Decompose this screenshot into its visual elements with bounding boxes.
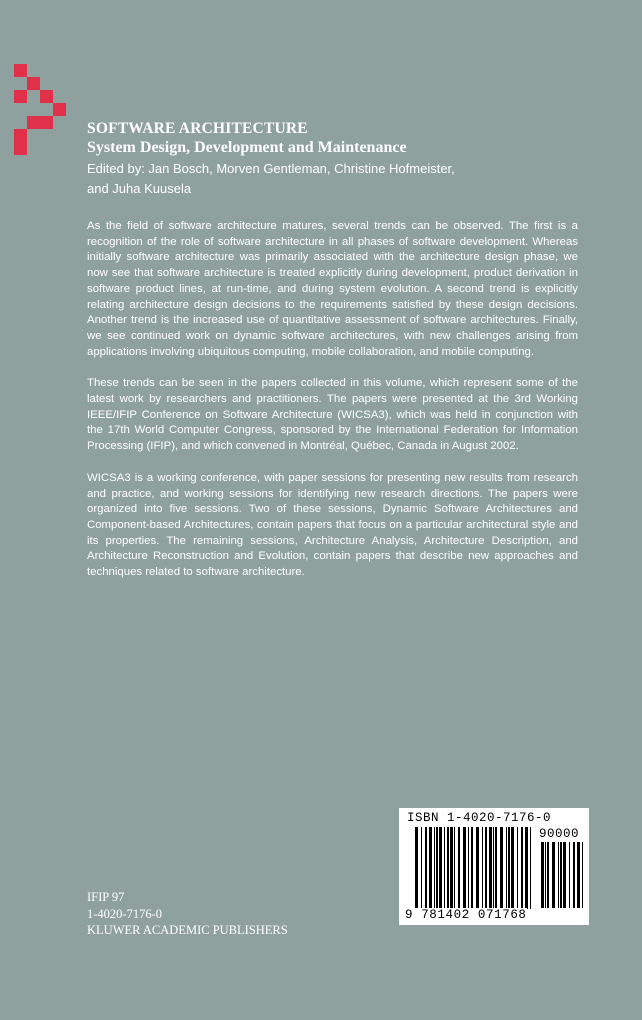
barcode-bar — [521, 827, 523, 909]
ean-number: 9 781402 071768 — [405, 908, 527, 922]
barcode-bar — [463, 827, 466, 909]
barcode-bar — [425, 827, 427, 909]
barcode-bar — [573, 842, 575, 908]
barcode-bar — [454, 827, 455, 909]
barcode-bar — [552, 842, 555, 908]
barcode-bar — [547, 842, 549, 908]
book-title: SOFTWARE ARCHITECTURE — [87, 120, 308, 137]
barcode-bar — [476, 827, 479, 909]
barcode-bar — [429, 827, 432, 909]
blurb-text — [87, 219, 578, 597]
isbn-barcode — [399, 808, 589, 925]
barcode-bar — [489, 827, 492, 909]
blurb-paragraph: WICSA3 is a working conference, with paper sessions for presenting new results from research and practice, and working sessions for identifying new research directions. The papers were organized into five sessions. Two of these sessions, Dynamic Software Architectures and Component-based Architectures, contain papers that focus on a particular architectural style and its properties. The remaining sessions, Architecture Analysis, Architecture Description, and Architecture Reconstruction and Evolution, contain papers that describe new approaches and techniques related to software architecture. — [87, 471, 578, 579]
barcode-bar — [434, 827, 435, 909]
barcode-bar — [577, 842, 580, 908]
barcode-bar — [436, 827, 438, 909]
isbn-label: ISBN 1-4020-7176-0 — [407, 811, 552, 825]
series-number: IFIP 97 — [87, 890, 125, 904]
book-subtitle: System Design, Development and Maintenance — [87, 139, 407, 156]
barcode-bar — [525, 827, 528, 909]
barcode-bar — [421, 827, 422, 909]
barcode-bar — [508, 827, 510, 909]
blurb-paragraph: These trends can be seen in the papers collected in this volume, which represent some of the latest work by researchers and practitioners. The papers were presented at the 3rd Working IEEE/IFIP Conference on Software Architecture (WICSA3), which was held in conjunction with the 17th World Computer Congress, sponsored by the International Federation for Information Processing (IFIP), and which convened in Montréal, Québec, Canada in August 2002. — [87, 377, 578, 453]
barcode-bar — [482, 827, 483, 909]
blurb-paragraph: As the field of software architecture matures, several trends can be observed. The first is a recognition of the role of software architecture in all phases of software development. Whereas initially software architecture was primarily associated with the architecture design phase, we now see that software architecture is treated explicitly during development, product derivation in software product lines, at run-time, and during system evolution. A second trend is explicitly relating architecture design decisions to the requirements satisfied by these design decisions. Another trend is the increased use of quantitative assessment of software architectures. Finally, we see continued work on dynamic software architectures, with new challenges arising from applications involving ubiquitous computing, mobile collaboration, and mobile computing. — [87, 220, 578, 358]
barcode-bars-addon — [541, 842, 585, 908]
editors-line-1: Edited by: Jan Bosch, Morven Gentleman, Christine Hofmeister, — [87, 161, 455, 176]
barcode-bar — [439, 827, 442, 909]
barcode-bar — [558, 842, 559, 908]
barcode-bar — [485, 827, 487, 909]
barcode-bar — [569, 842, 570, 908]
barcode-bar — [495, 827, 497, 909]
barcode-bar — [450, 827, 453, 909]
barcode-bar — [506, 827, 507, 909]
barcode-bar — [541, 842, 544, 908]
barcode-bar — [458, 827, 460, 909]
barcode-bar — [493, 827, 494, 909]
publisher-logo — [14, 64, 66, 158]
barcode-bar — [582, 842, 583, 908]
barcode-bar — [447, 827, 449, 909]
barcode-bar — [500, 827, 503, 909]
footer-isbn: 1-4020-7176-0 — [87, 906, 162, 921]
footer-info — [87, 889, 288, 939]
publisher-name: KLUWER ACADEMIC PUBLISHERS — [87, 923, 288, 937]
barcode-bar — [545, 842, 546, 908]
barcode-bar — [511, 827, 514, 909]
barcode-bar — [468, 827, 469, 909]
barcode-bar — [444, 827, 445, 909]
barcode-bar — [471, 827, 473, 909]
barcode-bar — [530, 827, 531, 909]
barcode-bar — [563, 842, 566, 908]
book-header — [87, 119, 607, 199]
barcode-bar — [415, 827, 418, 909]
editors-line-2: and Juha Kuusela — [87, 181, 192, 196]
barcode-bar — [517, 827, 518, 909]
barcode-addon: 90000 — [539, 827, 580, 841]
barcode-bar — [560, 842, 562, 908]
barcode-bars-main — [415, 827, 533, 909]
